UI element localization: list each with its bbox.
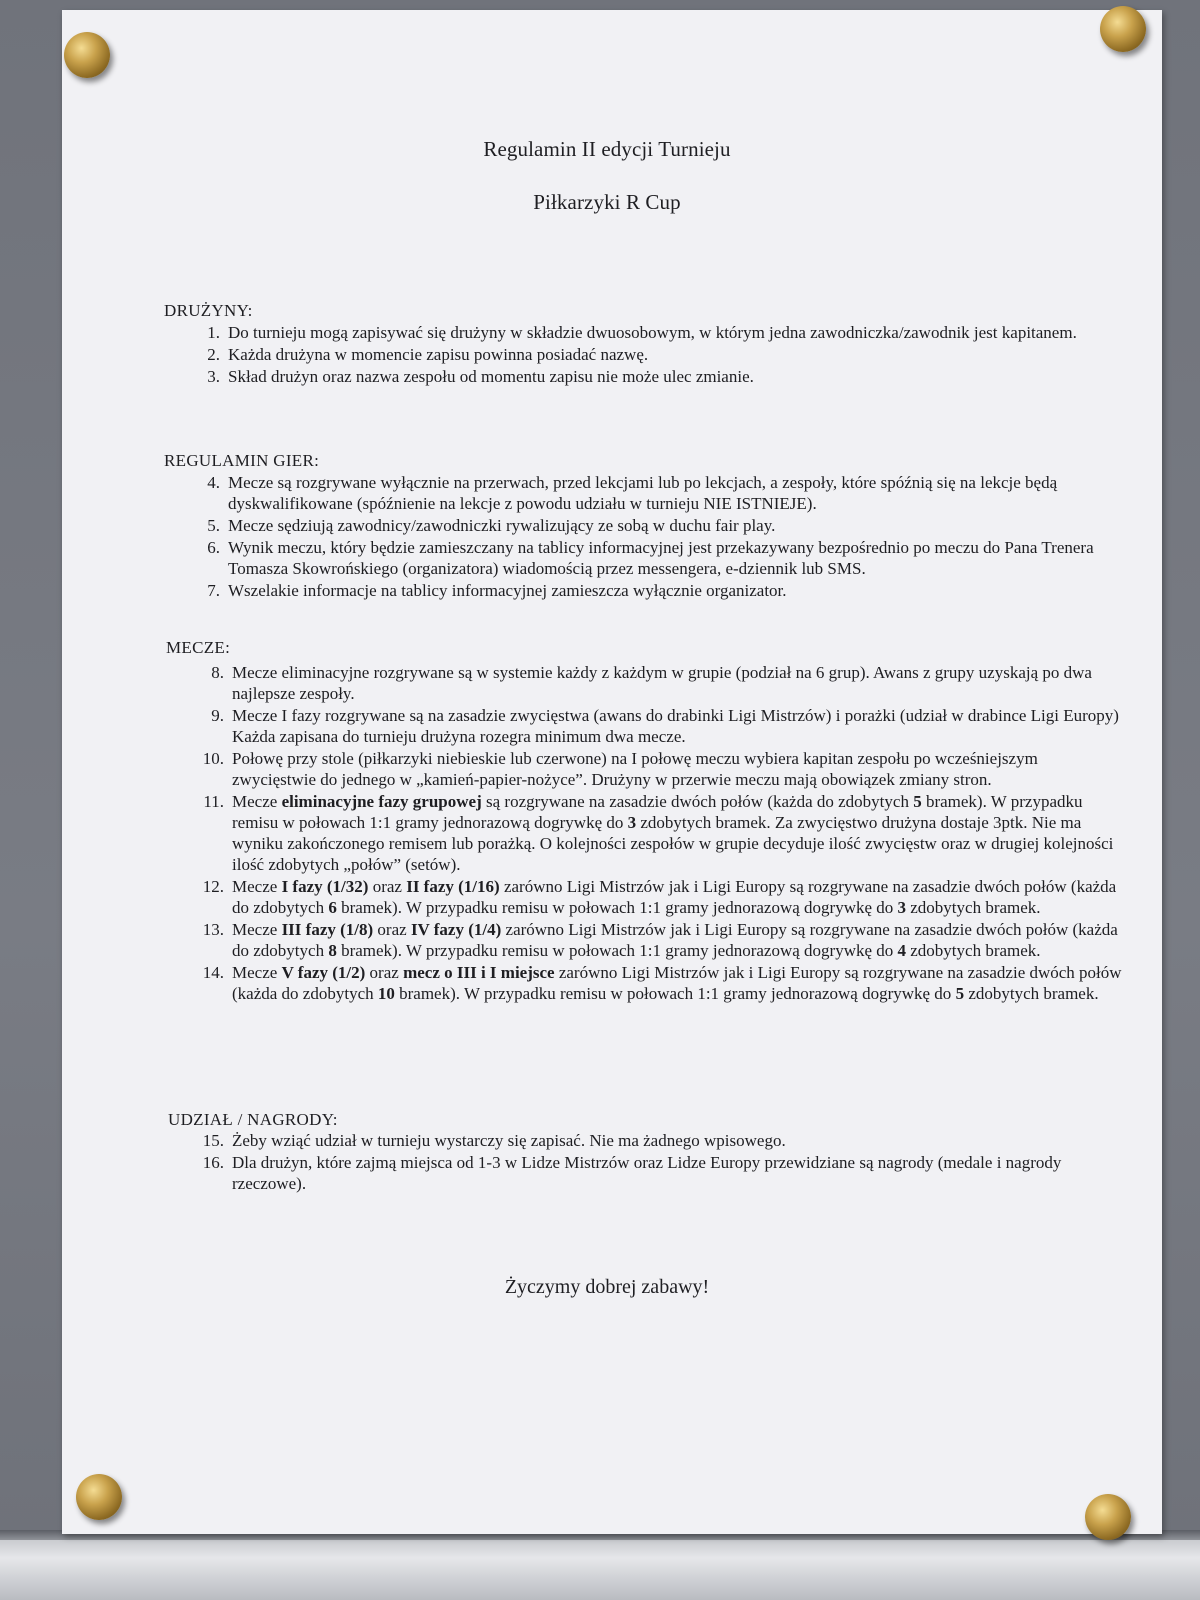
rule-text-bold: II fazy (1/16) (406, 877, 500, 896)
rule-item (190, 366, 1110, 387)
pushpin-top-left (64, 32, 110, 78)
rule-number: 10. (202, 749, 224, 768)
rule-text: Mecze I fazy rozgrywane są na zasadzie zwycięstwa (awans do drabinki Ligi Mistrzów) i porażki (udział w drabince Ligi Europy) Każda zapisana do turnieju drużyna rozegra minimum dwa mecze. (232, 706, 1119, 746)
section-list-matches (194, 662, 1122, 1005)
rule-text-bold: 3 (627, 813, 637, 832)
rule-text-bold: mecz o III i I miejsce (403, 963, 555, 982)
whiteboard-rail (0, 1540, 1200, 1600)
rule-text: Mecze eliminacyjne rozgrywane są w systemie każdy z każdym w grupie (podział na 6 grup). Awans z grupy uzyskają po dwa najlepsze zespoły. (232, 663, 1092, 703)
rule-text: są rozgrywane na zasadzie dwóch połów (każda do zdobytych (481, 792, 914, 811)
rule-text-bold: eliminacyjne fazy grupowej (281, 792, 482, 811)
rule-number: 16. (202, 1153, 224, 1172)
rule-item (194, 1130, 1114, 1151)
rule-item (194, 919, 1122, 961)
rule-text: oraz (373, 920, 411, 939)
rule-text: zarówno Ligi Mistrzów jak i Ligi Europy są rozgrywane na zasadzie dwóch połów (każda do zdobytych (232, 877, 1117, 917)
rule-text: Mecze (232, 920, 282, 939)
rule-number: 2. (207, 345, 220, 364)
rule-text: zarówno Ligi Mistrzów jak i Ligi Europy są rozgrywane na zasadzie dwóch połów (każda do zdobytych (232, 963, 1122, 1003)
rule-text: zdobytych bramek. (906, 941, 1041, 960)
section-list-game-rules (190, 472, 1120, 602)
rule-item (190, 580, 1120, 601)
rule-text-bold: IV fazy (1/4) (410, 920, 502, 939)
rule-text: bramek). W przypadku remisu w połowach 1:1 gramy jednorazową dogrywkę do (336, 941, 898, 960)
rule-number: 14. (202, 963, 224, 982)
rule-text-bold: 3 (897, 898, 907, 917)
rule-text: bramek). W przypadku remisu w połowach 1:1 gramy jednorazową dogrywkę do (232, 792, 1083, 832)
paper-sheet (62, 10, 1162, 1534)
rule-text: Skład drużyn oraz nazwa zespołu od momentu zapisu nie może ulec zmianie. (228, 367, 754, 386)
rule-text-bold: 10 (377, 984, 395, 1003)
rule-text: bramek). W przypadku remisu w połowach 1:1 gramy jednorazową dogrywkę do (336, 898, 898, 917)
rule-text-bold: 6 (328, 898, 337, 917)
rule-item (194, 962, 1122, 1004)
rule-number: 9. (211, 706, 224, 725)
rule-number: 11. (203, 792, 224, 811)
section-heading-teams: DRUŻYNY: (164, 301, 253, 320)
rule-text: oraz (368, 877, 407, 896)
rule-text-bold: III fazy (1/8) (281, 920, 374, 939)
rule-text: Wynik meczu, który będzie zamieszczany na tablicy informacyjnej jest przekazywany bezpośrednio po meczu do Pana Trenera Tomasza Skowrońskiego (organizatora) wiadomością przez messengera, e-dziennik lub SMS. (228, 538, 1094, 578)
rule-number: 3. (207, 367, 220, 386)
rule-item (190, 515, 1120, 536)
rule-item (190, 537, 1120, 579)
section-heading-participation: UDZIAŁ / NAGRODY: (168, 1110, 338, 1129)
pushpin-bottom-left (76, 1474, 122, 1520)
rule-item (194, 662, 1122, 704)
rule-number: 12. (202, 877, 224, 896)
rule-number: 6. (207, 538, 220, 557)
rule-text-bold: 5 (955, 984, 965, 1003)
rule-number: 5. (207, 516, 220, 535)
rule-item (190, 322, 1110, 343)
section-heading-game-rules: REGULAMIN GIER: (164, 451, 320, 470)
rule-text: zdobytych bramek. Za zwycięstwo drużyna dostaje 3ptk. Nie ma wyniku zakończonego remisem lub porażką. O kolejności zespołów w grupie decyduje ilość zwycięstw oraz w drugiej kolejności ilość zdobytych „połów” (setów). (232, 813, 1114, 874)
rule-text-bold: V fazy (1/2) (281, 963, 366, 982)
rule-text: Połowę przy stole (piłkarzyki niebieskie lub czerwone) na I połowę meczu wybiera kapitan zespołu po wcześniejszym zwycięstwie do jednego w „kamień-papier-nożyce”. Drużyny w przerwie meczu mają obowiązek zmiany stron. (232, 749, 1038, 789)
rule-item (190, 472, 1120, 514)
rule-text: Do turnieju mogą zapisywać się drużyny w składzie dwuosobowym, w którym jedna zawodniczka/zawodnik jest kapitanem. (228, 323, 1077, 342)
section-heading-matches: MECZE: (166, 638, 231, 657)
rule-text: zdobytych bramek. (964, 984, 1099, 1003)
pushpin-top-right (1100, 6, 1146, 52)
rule-text: Mecze są rozgrywane wyłącznie na przerwach, przed lekcjami lub po lekcjach, a zespoły, które spóźnią się na lekcje będą dyskwalifikowane (spóźnienie na lekcje z powodu udziału w turnieju NIE ISTNIEJE). (228, 473, 1058, 513)
rule-number: 15. (202, 1131, 224, 1150)
rule-text: Mecze (232, 963, 282, 982)
rule-text: Mecze (232, 792, 282, 811)
rule-item (194, 791, 1122, 875)
rule-text: Dla drużyn, które zajmą miejsca od 1-3 w Lidze Mistrzów oraz Lidze Europy przewidziane są nagrody (medale i nagrody rzeczowe). (232, 1153, 1062, 1193)
rule-number: 13. (202, 920, 224, 939)
rule-text-bold: I fazy (1/32) (281, 877, 369, 896)
rule-text: zdobytych bramek. (906, 898, 1041, 917)
rule-text: Żeby wziąć udział w turnieju wystarczy się zapisać. Nie ma żadnego wpisowego. (232, 1131, 786, 1150)
rule-number: 4. (207, 473, 220, 492)
rule-item (194, 705, 1122, 747)
closing-message: Życzymy dobrej zabawy! (504, 1276, 710, 1298)
rule-text: Mecze sędziują zawodnicy/zawodniczki rywalizujący ze sobą w duchu fair play. (228, 516, 776, 535)
rule-number: 1. (207, 323, 220, 342)
rule-text: Mecze (232, 877, 282, 896)
section-list-teams (190, 322, 1110, 388)
rule-text: Wszelakie informacje na tablicy informacyjnej zamieszcza wyłącznie organizator. (228, 581, 787, 600)
rule-item (194, 1152, 1114, 1194)
rule-item (190, 344, 1110, 365)
section-list-participation (194, 1130, 1114, 1195)
rule-number: 8. (211, 663, 224, 682)
pushpin-bottom-right (1085, 1494, 1131, 1540)
rule-text: Każda drużyna w momencie zapisu powinna posiadać nazwę. (228, 345, 649, 364)
rule-item (194, 748, 1122, 790)
rule-number: 7. (207, 581, 220, 600)
rule-text-bold: 4 (897, 941, 907, 960)
document-subtitle: Piłkarzyki R Cup (533, 190, 681, 214)
rule-text: zarówno Ligi Mistrzów jak i Ligi Europy są rozgrywane na zasadzie dwóch połów (każda do zdobytych (232, 920, 1118, 960)
document-title: Regulamin II edycji Turnieju (483, 137, 731, 161)
rule-text: bramek). W przypadku remisu w połowach 1:1 gramy jednorazową dogrywkę do (394, 984, 956, 1003)
rule-text: oraz (365, 963, 404, 982)
rule-text-bold: 8 (328, 941, 337, 960)
rule-text-bold: 5 (913, 792, 922, 811)
rule-item (194, 876, 1122, 918)
